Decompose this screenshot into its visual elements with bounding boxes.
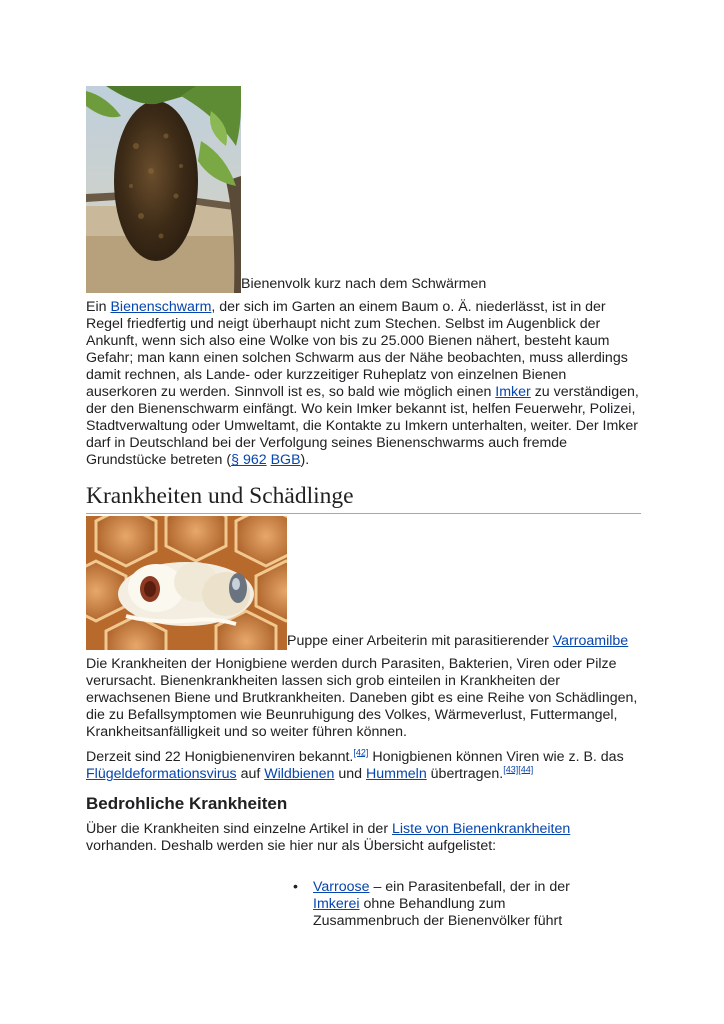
figure-pupa — [86, 516, 641, 650]
text: , der sich im Garten an einem Baum o. Ä. niederlässt, ist in der Regel friedfertig und neigt überhaupt nicht zum Stechen. Selbst im Augenblick der Ankunft, wenn sich also eine Wolke von bis zu 25.000 Bienen nähert, besteht kaum Gefahr; man kann einen solchen Schwarm aus der Nähe beobachten, muss allerdings damit rechnen, als Lande- oder kurzzeitiger Ruheplatz von einzelnen Bienen auserkoren zu werden. Sinnvoll ist es, so bald wie möglich einen — [86, 299, 628, 400]
figure-bee-swarm — [86, 86, 641, 293]
subheading: Bedrohliche Krankheiten — [86, 794, 288, 813]
article-content — [86, 86, 641, 930]
text: – ein Parasitenbefall, der in der — [369, 879, 570, 895]
list-item — [293, 879, 575, 930]
disease-list — [86, 879, 641, 930]
text: übertragen. — [426, 766, 504, 782]
link-liste-bienenkrankheiten[interactable]: Liste von Bienenkrankheiten — [392, 821, 571, 837]
text: vorhanden. Deshalb werden sie hier nur als Übersicht aufgelistet: — [86, 838, 497, 854]
link-fluegeldeformationsvirus[interactable]: Flügeldeformationsvirus — [86, 766, 237, 782]
bee-pupa-varroa-photo[interactable] — [86, 516, 287, 650]
paragraph-diseases: Die Krankheiten der Honigbiene werden durch Parasiten, Bakterien, Viren oder Pilze verursacht. Bienenkrankheiten lassen sich grob einteilen in Krankheiten der erwachsenen Biene und Brutkrankheiten. Daneben gibt es eine Reihe von Schädlingen, die zu Befallsymptomen wie Beunruhigung des Volkes, Wärmeverlust, Futtermangel, Krankheitsanfälligkeit und so weiter führen können. — [86, 656, 638, 740]
link-paragraph-962[interactable]: § 962 — [231, 452, 267, 468]
bullet: • — [293, 879, 298, 895]
text: Derzeit sind 22 Honigbienenviren bekannt. — [86, 749, 354, 765]
ref-42[interactable]: [42] — [353, 747, 369, 758]
text: zu verständigen, der den Bienenschwarm einfängt. Wo kein Imker bekannt ist, helfen Feuerwehr, Polizei, Stadtverwaltung oder Umweltamt, die Kontakte zu Imkern unterhalten, weiter. Der Imker darf in Deutschland bei der Verfolgung seines Bienenschwarms auch fremde Grundstücke betreten ( — [86, 384, 639, 468]
text: auf — [236, 766, 265, 782]
ref-44[interactable]: [44] — [518, 764, 534, 775]
text: Über die Krankheiten sind einzelne Artikel in der — [86, 821, 392, 837]
text: ). — [300, 452, 310, 468]
link-hummeln[interactable]: Hummeln — [366, 766, 427, 782]
bee-swarm-photo[interactable] — [86, 86, 241, 293]
section-heading: Krankheiten und Schädlinge — [86, 482, 641, 514]
text: ohne Behandlung zum Zusammenbruch der Bienenvölker führt — [313, 896, 563, 929]
link-wildbienen[interactable]: Wildbienen — [264, 766, 335, 782]
paragraph-swarm — [86, 299, 641, 469]
text: Honigbienen können Viren wie z. B. das — [368, 749, 624, 765]
link-varroose[interactable]: Varroose — [313, 879, 370, 895]
link-bgb[interactable]: BGB — [270, 452, 301, 468]
paragraph-viruses — [86, 749, 641, 783]
ref-43[interactable]: [43] — [503, 764, 519, 775]
link-varroamilbe[interactable]: Varroamilbe — [552, 633, 629, 649]
text: und — [334, 766, 366, 782]
text: Puppe einer Arbeiterin mit parasitierender — [287, 633, 553, 649]
link-imker[interactable]: Imker — [495, 384, 531, 400]
link-bienenschwarm[interactable]: Bienenschwarm — [110, 299, 212, 315]
figure-caption — [287, 633, 628, 649]
text: Ein — [86, 299, 111, 315]
figure-caption: Bienenvolk kurz nach dem Schwärmen — [241, 276, 487, 292]
paragraph-overview — [86, 821, 641, 855]
link-imkerei[interactable]: Imkerei — [313, 896, 360, 912]
